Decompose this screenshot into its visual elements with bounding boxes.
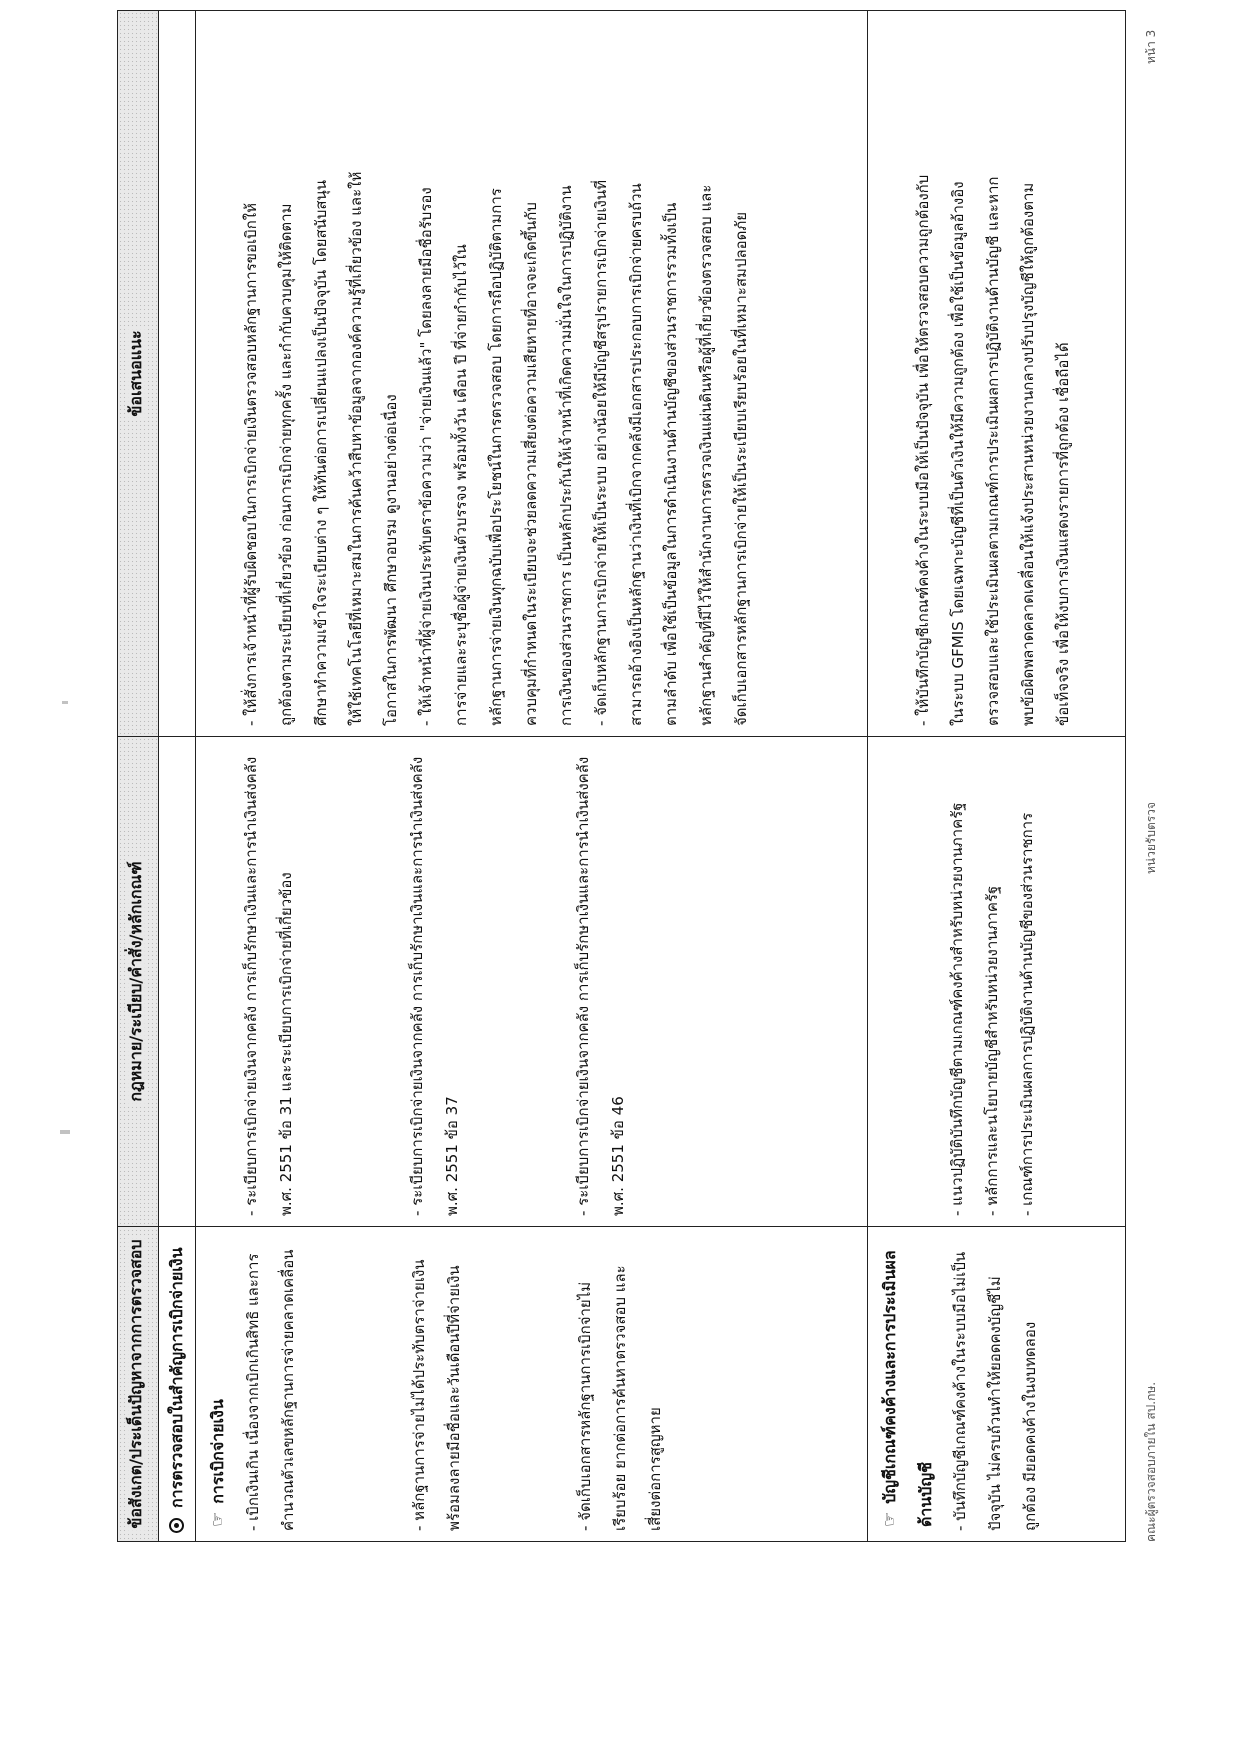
law-item [566,745,636,1216]
issue-cell [196,1227,868,1542]
text-line: การจ่ายและระบุชื่อผู้จ่ายเงินตัวบรรจง พร้อมทั้งวัน เดือน ปี ที่จ่ายกำกับไว้ใน [452,244,470,726]
text-line: ศึกษาทำความเข้าใจระเบียบต่าง ๆ ให้ทันต่อการเปลี่ยนแปลงเป็นปัจจุบัน โดยสนับสนุน [312,179,330,726]
issue-cell [868,1227,1126,1542]
issue-item [236,1235,306,1531]
recommendation-cell [868,11,1126,737]
text-line: ปัจจุบัน ไม่ครบถ้วนทำให้ยอดคงบัญชีไม่ [986,1276,1005,1531]
footer-auditor: คณะผู้ตรวจสอบภายใน สป.กษ. [1144,1381,1158,1542]
section-title [872,1235,908,1527]
text-line: พบข้อผิดพลาดคลาดเคลื่อนให้แจ้งประสานหน่วยงานกลางปรับปรุงบัญชีให้ถูกต้องตาม [1019,182,1038,726]
text-line: - หลักฐานการจ่ายไม่ได้ประทับตราจ่ายเงิน [410,1259,428,1531]
empty-cell [159,11,196,737]
text-line: โอกาสในการพัฒนา ศึกษาอบรม ดูงานอย่างต่อเนื่อง [382,394,400,726]
text-line: - ระเบียบการเบิกจ่ายเงินจากคลัง การเก็บรักษาเงินและการนำเงินส่งคลัง [408,756,426,1216]
pointing-hand-icon: ☞ [208,1511,228,1527]
subsection-title: การเบิกจ่ายเงิน [208,1399,227,1504]
recommendation-item [409,19,584,726]
header-issue: ข้อสังเกต/ประเด็นปัญหาจากการตรวจสอบ [118,1227,159,1542]
recommendation-cell [196,11,868,737]
law-item [400,745,470,1216]
text-line: พร้อมลงลายมือชื่อและวันเดือนปีที่จ่ายเงิน [445,1265,463,1531]
text-line: การเงินของส่วนราชการ เป็นหลักประกันให้เจ้าหน้าที่เกิดความมั่นใจในการปฏิบัติงาน [557,185,575,726]
text-line: - แนวปฏิบัติบันทึกบัญชีตามเกณฑ์คงค้างสำหรับหน่วยงานภาครัฐ [948,802,967,1216]
text-line: จัดเก็บเอกสารหลักฐานการเบิกจ่ายให้เป็นระเบียบเรียบร้อยในที่เหมาะสมปลอดภัย [732,211,750,726]
scan-speck [60,1130,70,1134]
section-title-line: ด้านบัญชี [916,1462,936,1527]
text-line: คำนวณตัวเลขหลักฐานการจ่ายคลาดเคลื่อน [279,1249,297,1531]
recommendation-item [584,19,759,726]
text-line: ถูกต้องตามระเบียบที่เกี่ยวข้อง ก่อนการเบิกจ่ายทุกครั้ง และกำกับควบคุมให้ติดตาม [277,203,295,726]
text-line: ตรวจสอบและใช้ประเมินผลตามเกณฑ์การประเมินผลการปฏิบัติงานด้านบัญชี และหาก [984,176,1003,726]
text-line: ตามลำดับ เพื่อใช้เป็นข้อมูลในการดำเนินงานด้านบัญชีของส่วนราชการรวมทั้งเป็น [662,202,680,726]
text-line: เสี่ยงต่อการสูญหาย [646,1407,664,1531]
text-line: - หลักการและนโยบายบัญชีสำหรับหน่วยงานภาครัฐ [983,885,1002,1216]
text-line: - เกณฑ์การประเมินผลการปฏิบัติงานด้านบัญชีของส่วนราชการ [1018,812,1037,1216]
text-line: หลักฐานการจ่ายเงินทุกฉบับเพื่อประโยชน์ในการตรวจสอบ โดยการถือปฏิบัติตามการ [487,188,505,726]
text-line: หลักฐานสำคัญที่มีไว้ให้สำนักงานการตรวจเงินแผ่นดินหรือผู้ที่เกี่ยวข้องตรวจสอบ และ [697,184,715,726]
header-law: กฎหมาย/ระเบียบ/คำสั่ง/หลักเกณฑ์ [118,737,159,1227]
page-number: หน้า 3 [1144,29,1158,64]
text-line: ข้อเท็จจริง เพื่อให้งบการเงินแสดงรายการที่ถูกต้อง เชื่อถือได้ [1054,342,1073,726]
text-line: สามารถอ้างอิงเป็นหลักฐานว่าเงินที่เบิกจากคลังมีเอกสารประกอบการเบิกจ่ายครบถ้วน [627,183,645,726]
empty-cell [159,737,196,1227]
footer-auditee: หน่วยรับตรวจ [1144,802,1158,874]
audit-findings-table [117,10,1126,1542]
table-row-disbursement-findings [196,11,868,1542]
text-line: ให้ใช้เทคโนโลยีที่เหมาะสมในการค้นคว้าสืบหาข้อมูลจากองค์ความรู้ที่เกี่ยวข้อง และให้ [347,171,365,726]
text-line: เรียบร้อย ยากต่อการค้นหาตรวจสอบ และ [611,1265,629,1531]
text-line: ควบคุมที่กำหนดในระเบียบจะช่วยลดความเสี่ยงต่อความเสียหายที่อาจจะเกิดขึ้นกับ [522,202,540,726]
text-line: ถูกต้อง มียอดคงค้างในงบทดลอง [1021,1321,1040,1531]
text-line: - เบิกเงินเกิน เนื่องจากเบิกเกินสิทธิ และการ [244,1253,262,1531]
pointing-hand-icon: ☞ [880,1511,901,1527]
text-line: ในระบบ GFMIS โดยเฉพาะบัญชีที่เป็นตัวเงินให้มีความถูกต้อง เพื่อใช้เป็นข้อมูลอ้างอิง [949,181,968,726]
text-line: - ระเบียบการเบิกจ่ายเงินจากคลัง การเก็บรักษาเงินและการนำเงินส่งคลัง [574,756,592,1216]
text-line: - ให้เจ้าหน้าที่ผู้จ่ายเงินประทับตราข้อความว่า "จ่ายเงินแล้ว" โดยลงลายมือชื่อรับรอง [417,187,435,726]
law-cell [868,737,1126,1227]
target-icon [169,1518,184,1533]
section-title: การตรวจสอบในสำคัญการเบิกจ่ายเงิน [167,1247,186,1508]
text-line: พ.ศ. 2551 ข้อ 46 [609,1096,627,1216]
text-line: - ให้สั่งการเจ้าหน้าที่ผู้รับผิดชอบในการเบิกจ่ายเงินตรวจสอบหลักฐานการขอเบิกให้ [242,203,260,726]
text-line: พ.ศ. 2551 ข้อ 31 และระเบียบการเบิกจ่ายที่เกี่ยวข้อง [277,872,295,1216]
text-line: - จัดเก็บเอกสารหลักฐานการเบิกจ่ายไม่ [576,1281,594,1531]
text-line: - จัดเก็บหลักฐานการเบิกจ่ายให้เป็นระบบ อย่างน้อยให้มีบัญชีสรุปรายการเบิกจ่ายเงินที่ [592,180,610,726]
section-row-disbursement [159,11,196,1542]
text-line: - ให้บันทึกบัญชีเกณฑ์คงค้างในระบบมือให้เป็นปัจจุบัน เพื่อให้ตรวจสอบความถูกต้องกับ [914,174,933,726]
law-cell [196,737,868,1227]
law-item [234,745,304,1216]
section-title-cell [159,1227,196,1542]
issue-item [568,1235,673,1531]
text-line: - ระเบียบการเบิกจ่ายเงินจากคลัง การเก็บรักษาเงินและการนำเงินส่งคลัง [242,756,260,1216]
issue-item [402,1235,472,1531]
text-line: - บันทึกบัญชีเกณฑ์คงค้างในระบบมือไม่เป็น [951,1251,970,1531]
table-header-row [118,11,159,1542]
table-row-accounting-findings [868,11,1126,1542]
header-recommendation: ข้อเสนอแนะ [118,11,159,737]
scan-speck [62,701,68,704]
recommendation-item [234,19,409,726]
section-title-line: บัญชีเกณฑ์คงค้างและการประเมินผล [880,1250,900,1504]
text-line: พ.ศ. 2551 ข้อ 37 [443,1096,461,1216]
